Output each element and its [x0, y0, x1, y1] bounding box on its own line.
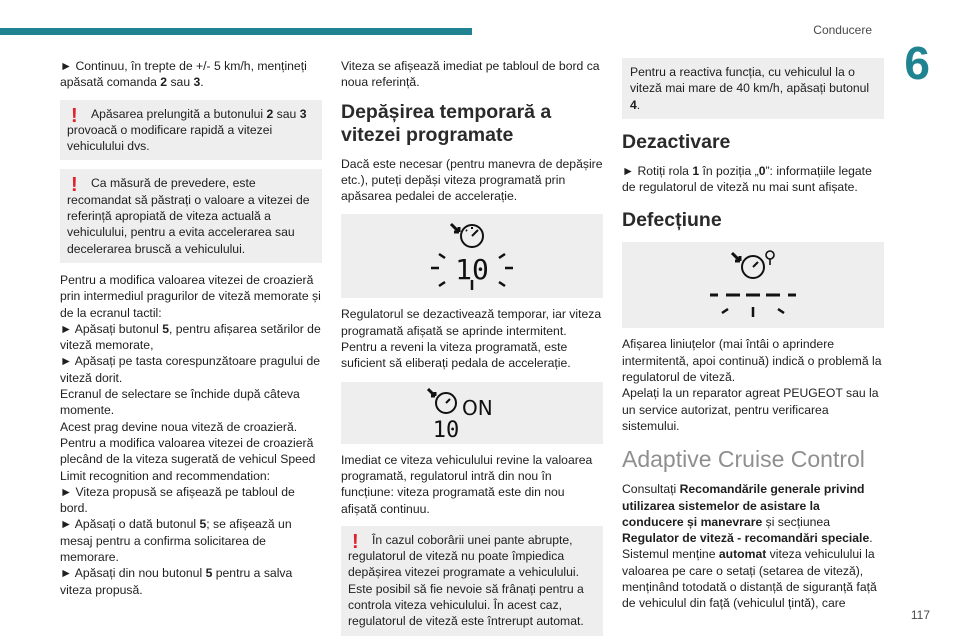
cruise-on-figure	[341, 382, 603, 444]
note-text: provoacă o modificare rapidă a vitezei vehiculului dvs.	[67, 122, 273, 154]
paragraph: ► Apăsați din nou butonul 5 pentru a salva viteza propusă.	[60, 566, 293, 597]
paragraph: ► Continuu, în trepte de +/- 5 km/h, mențineți apăsată comanda 2 sau 3.	[60, 59, 307, 90]
speedometer-on-icon	[422, 385, 522, 441]
on-label: ON	[462, 395, 493, 420]
paragraph: ► Apăsați butonul 5, pentru afișarea setărilor de viteză memorate,	[60, 321, 321, 353]
section-title: Conducere	[813, 23, 872, 37]
warning-icon: !	[352, 530, 359, 553]
paragraph: Pentru a reactiva funcția, cu vehiculul la o viteză mai mare de 40 km/h, apăsați butonul 4.	[630, 65, 870, 112]
paragraph: ► Rotiți rola 1 în poziția „0”: informațiile legate de regulatorul de viteză nu mai sunt afișate.	[622, 163, 872, 195]
info-box	[622, 58, 884, 119]
speedometer-dashes-icon	[427, 218, 517, 294]
paragraph: Consultați Recomandările generale privind utilizarea sistemelor de asistare la conducere și manevrare și secțiunea Regulator de viteză - recomandări speciale.	[622, 482, 873, 546]
paragraph: Afișarea liniuțelor (mai întâi o aprindere intermitentă, apoi continuă) indică o problemă la regulatorul de viteză.	[622, 337, 882, 385]
paragraph: ► Apăsați pe tasta corespunzătoare pragului de viteză dorit.	[60, 354, 321, 385]
note-text: regulatorul de viteză nu poate împiedica depășirea vitezei programate a vehiculului. Este posibil să fie nevoie să frânați pentru a controla viteza vehiculului. În acest caz, regulatorul de viteză este întrerupt automat.	[348, 549, 584, 629]
cruise-suspended-figure	[341, 214, 603, 298]
warning-note	[60, 169, 322, 262]
page-number: 117	[910, 608, 930, 622]
paragraph: Ecranul de selectare se închide după câteva momente.	[60, 387, 300, 418]
column-1	[60, 58, 322, 598]
paragraph: Regulatorul se dezactivează temporar, iar viteza programată afișată se aprinde intermitent.	[341, 307, 602, 338]
paragraph: Acest prag devine noua viteză de croazieră.	[60, 419, 298, 434]
note-text: recomandat să păstrați o valoare a vitezei de referință apropiată de viteza actuală a vehiculului, pentru a evita accelerarea sau decelerarea bruscă a vehiculului.	[67, 192, 310, 256]
chapter-number: 6	[904, 37, 930, 89]
speedometer-fault-icon	[708, 247, 798, 323]
paragraph: Pentru a reveni la viteza programată, este suficient să eliberați pedala de accelerație.	[341, 340, 571, 371]
heading-adaptive-cruise-control: Adaptive Cruise Control	[622, 446, 865, 473]
cruise-fault-figure	[622, 242, 884, 328]
paragraph: ► Apăsați o dată butonul 5; se afișează un mesaj pentru a confirma solicitarea de memorare.	[60, 517, 292, 565]
speed-value: 10	[455, 253, 489, 287]
heading-temporary-overspeed: Depășirea temporară a vitezei programate	[341, 100, 552, 146]
heading-fault: Defecțiune	[622, 209, 722, 232]
paragraph: Sistemul menține automat viteza vehiculului la valoarea pe care o setați (setarea de viteză), menținând totodată o distanță de siguranță față de vehiculul din față (vehiculul țintă), care	[622, 547, 877, 611]
warning-icon: !	[71, 104, 78, 127]
column-2	[341, 58, 603, 640]
paragraph: Dacă este necesar (pentru manevra de depășire etc.), puteți depăși viteza programată prin apăsarea pedalei de accelerație.	[341, 156, 603, 204]
note-text: În cazul coborârii unei pante abrupte,	[372, 532, 573, 547]
paragraph: Apelați la un reparator agreat PEUGEOT sau la un service autorizat, pentru verificarea sistemului.	[622, 386, 879, 433]
note-text: Ca măsură de prevedere, este	[91, 176, 256, 191]
paragraph: Pentru a modifica valoarea vitezei de croazieră plecând de la viteza sugerată de vehicul Speed Limit recognition and recommendation:	[60, 435, 316, 483]
paragraph: Viteza se afișează imediat pe tabloul de bord ca noua referință.	[341, 59, 600, 90]
warning-note	[60, 100, 322, 161]
note-text: Apăsarea prelungită a butonului 2 sau 3	[91, 106, 307, 121]
paragraph: Pentru a modifica valoarea vitezei de croazieră prin intermediul pragurilor de viteză memorate și de la ecranul tactil:	[60, 272, 321, 320]
speed-value: 10	[432, 417, 460, 441]
warning-note	[341, 526, 603, 636]
warning-icon: !	[71, 174, 78, 197]
paragraph: ► Viteza propusă se afișează pe tabloul de bord.	[60, 484, 295, 516]
paragraph: Imediat ce viteza vehiculului revine la valoarea programată, regulatorul intră din nou în funcțiune: viteza programată este din nou afișată continuu.	[341, 452, 593, 516]
column-3	[622, 58, 884, 612]
header-accent-bar	[0, 28, 472, 35]
heading-deactivation: Dezactivare	[622, 130, 731, 153]
